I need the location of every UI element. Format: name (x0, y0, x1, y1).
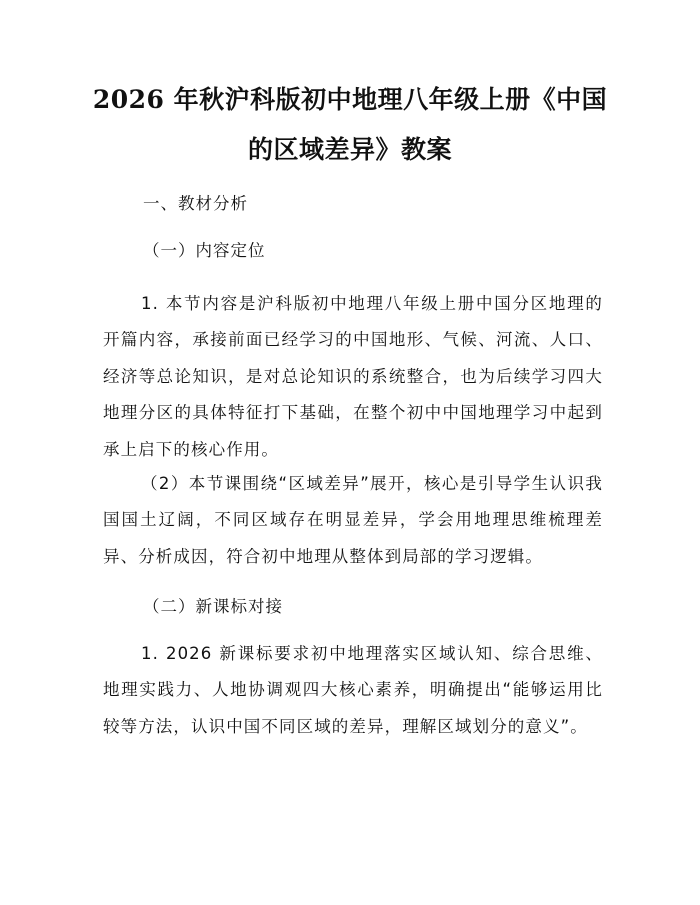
subsection-heading-content-positioning: （一）内容定位 (143, 241, 266, 260)
paragraph-new-curriculum-1: 1. 2026 新课标要求初中地理落实区域认知、综合思维、地理实践力、人地协调观四大核心素养，明确提出“能够运用比较等方法，认识中国不同区域的差异，理解区域划分的意义”。 (103, 644, 603, 736)
document-title-line-1: 2026 年秋沪科版初中地理八年级上册《中国 (92, 85, 608, 114)
paragraph-content-positioning-2: （2）本节课围绕“区域差异”展开，核心是引导学生认识我国国土辽阔，不同区域存在明显差异，学会用地理思维梳理差异、分析成因，符合初中地理从整体到局部的学习逻辑。 (103, 474, 603, 566)
subsection-heading-new-curriculum: （二）新课标对接 (143, 597, 283, 616)
section-heading-textbook-analysis: 一、教材分析 (143, 194, 248, 213)
paragraph-content-positioning-1: 1. 本节内容是沪科版初中地理八年级上册中国分区地理的开篇内容，承接前面已经学习的中国地形、气候、河流、人口、经济等总论知识，是对总论知识的系统整合，也为后续学习四大地理分区的具体特征打下基础，在整个初中中国地理学习中起到承上启下的核心作用。 (103, 294, 603, 459)
document-title-line-2: 的区域差异》教案 (247, 135, 452, 164)
